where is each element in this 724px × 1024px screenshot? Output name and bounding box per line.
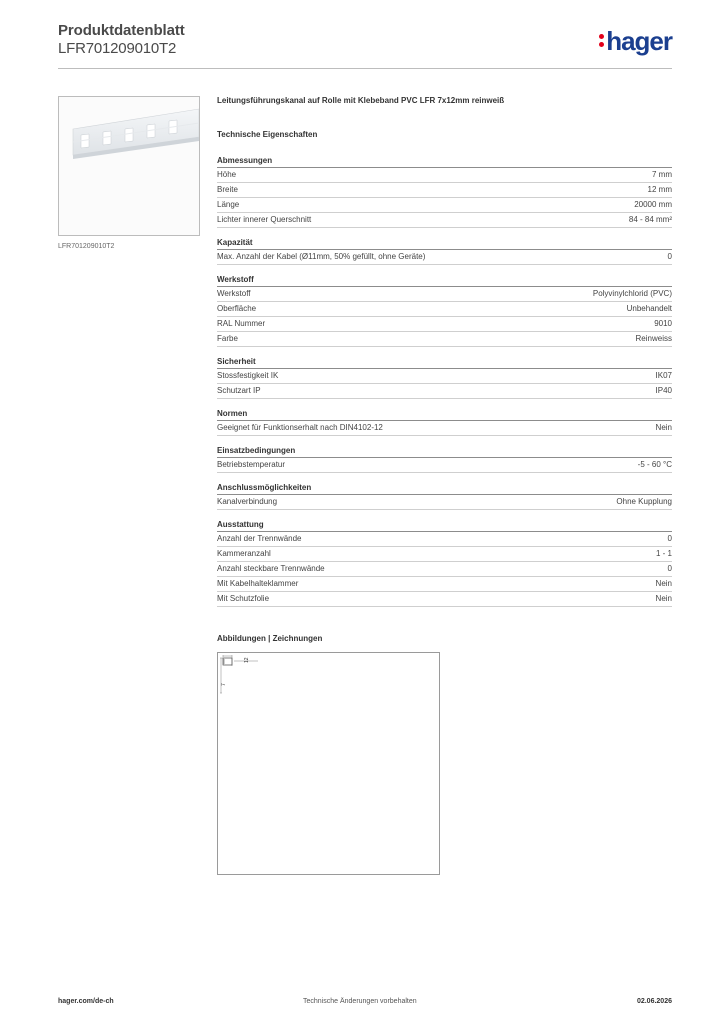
technical-drawing (217, 652, 440, 875)
section-title: Kapazität (217, 236, 672, 250)
property-value: -5 - 60 °C (637, 460, 672, 469)
section-title: Sicherheit (217, 355, 672, 369)
property-row (217, 198, 672, 213)
cross-section-drawing (218, 653, 439, 874)
footer-date: 02.06.2026 (636, 998, 672, 1005)
section-sicherheit (217, 355, 672, 399)
property-row (217, 562, 672, 577)
drawings-heading: Abbildungen | Zeichnungen (217, 634, 323, 643)
property-value: 0 (667, 564, 672, 573)
property-label: Lichter innerer Querschnitt (217, 215, 312, 224)
property-label: Geeignet für Funktionserhalt nach DIN4102-12 (217, 423, 383, 432)
property-value: 9010 (654, 319, 672, 328)
drawing-height-label: 7 (221, 683, 227, 686)
article-number: LFR701209010T2 (58, 40, 177, 57)
property-label: Farbe (217, 334, 238, 343)
section-title: Anschlussmöglichkeiten (217, 481, 672, 495)
property-value: IK07 (655, 371, 672, 380)
properties-sections (217, 154, 672, 615)
footer-website-link[interactable]: hager.com/de-ch (58, 998, 114, 1005)
property-label: Anzahl der Trennwände (217, 534, 302, 543)
property-label: Stossfestigkeit IK (217, 371, 279, 380)
section-title: Abmessungen (217, 154, 672, 168)
property-row (217, 213, 672, 228)
property-value: 0 (667, 252, 672, 261)
property-row (217, 532, 672, 547)
section-title: Ausstattung (217, 518, 672, 532)
property-value: Polyvinylchlorid (PVC) (592, 289, 672, 298)
section-abmessungen (217, 154, 672, 228)
property-label: Länge (217, 200, 240, 209)
product-image (58, 96, 200, 236)
cable-duct-icon (59, 97, 199, 235)
property-row (217, 384, 672, 399)
hager-logo[interactable] (599, 26, 672, 56)
property-row (217, 547, 672, 562)
property-value: Unbehandelt (626, 304, 672, 313)
header-divider (58, 68, 672, 69)
property-label: Max. Anzahl der Kabel (Ø11mm, 50% gefüllt, ohne Geräte) (217, 252, 426, 261)
property-row (217, 317, 672, 332)
property-value: IP40 (655, 386, 672, 395)
logo-text: hager (606, 26, 672, 56)
property-row (217, 421, 672, 436)
image-caption: LFR701209010T2 (58, 243, 115, 250)
footer-note: Technische Änderungen vorbehalten (303, 998, 417, 1005)
property-row (217, 458, 672, 473)
section-werkstoff (217, 273, 672, 347)
property-label: Kammeranzahl (217, 549, 271, 558)
property-row (217, 168, 672, 183)
property-value: 1 - 1 (655, 549, 672, 558)
property-row (217, 577, 672, 592)
drawing-width-label: 12 (244, 657, 250, 663)
property-value: 7 mm (652, 170, 672, 179)
property-row (217, 592, 672, 607)
property-row (217, 369, 672, 384)
property-label: Schutzart IP (217, 386, 261, 395)
property-label: RAL Nummer (217, 319, 266, 328)
section-title: Werkstoff (217, 273, 672, 287)
property-label: Oberfläche (217, 304, 257, 313)
property-row (217, 495, 672, 510)
property-value: Nein (655, 579, 672, 588)
property-value: Ohne Kupplung (616, 497, 672, 506)
property-value: 20000 mm (634, 200, 672, 209)
property-label: Betriebstemperatur (217, 460, 286, 469)
property-row (217, 250, 672, 265)
property-value: Nein (655, 594, 672, 603)
property-value: 84 - 84 mm² (628, 215, 672, 224)
property-value: 0 (667, 534, 672, 543)
section-kapazit-t (217, 236, 672, 265)
logo-dots-icon (599, 32, 604, 48)
section-title: Normen (217, 407, 672, 421)
property-label: Breite (217, 185, 238, 194)
property-row (217, 332, 672, 347)
property-value: Reinweiss (635, 334, 672, 343)
property-row (217, 302, 672, 317)
product-name: Leitungsführungskanal auf Rolle mit Klebeband PVC LFR 7x12mm reinweiß (217, 96, 505, 105)
property-label: Höhe (217, 170, 237, 179)
section-einsatzbedingungen (217, 444, 672, 473)
property-label: Werkstoff (217, 289, 251, 298)
section-ausstattung (217, 518, 672, 607)
page-title: Produktdatenblatt (58, 22, 185, 39)
property-value: Nein (655, 423, 672, 432)
property-row (217, 287, 672, 302)
property-label: Kanalverbindung (217, 497, 278, 506)
tech-properties-heading: Technische Eigenschaften (217, 130, 318, 139)
section-normen (217, 407, 672, 436)
section-title: Einsatzbedingungen (217, 444, 672, 458)
property-row (217, 183, 672, 198)
property-label: Mit Schutzfolie (217, 594, 270, 603)
property-label: Mit Kabelhalteklammer (217, 579, 299, 588)
property-value: 12 mm (647, 185, 672, 194)
property-label: Anzahl steckbare Trennwände (217, 564, 325, 573)
section-anschlussm-glichkeiten (217, 481, 672, 510)
